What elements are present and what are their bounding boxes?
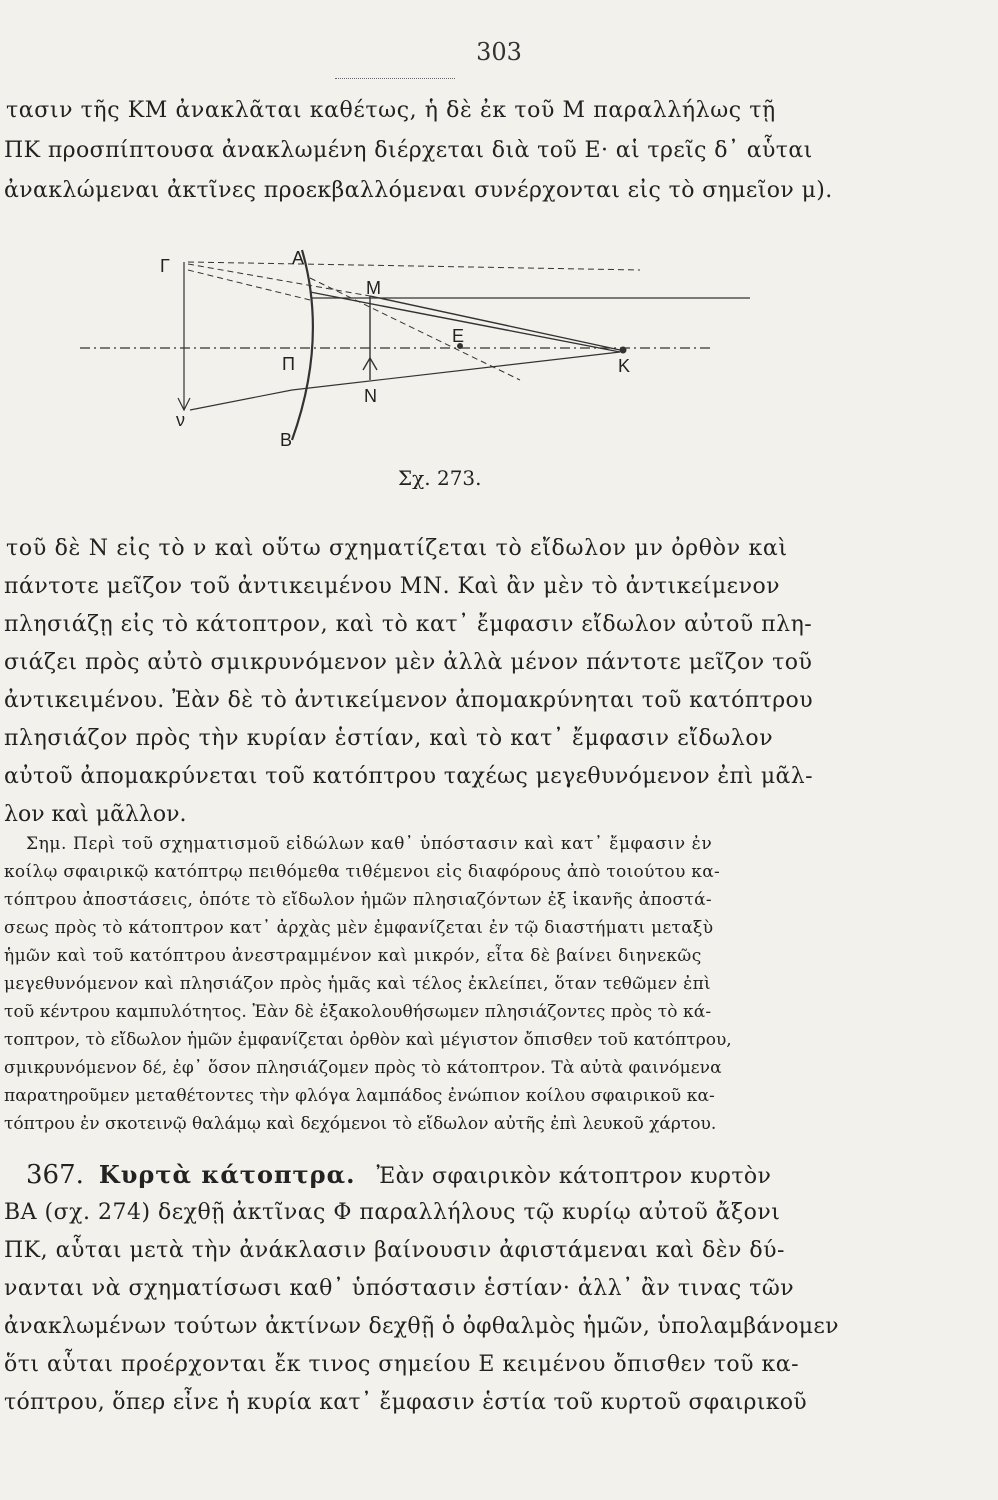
text-line: σιάζει πρὸς αὐτὸ σμικρυνόμενον μὲν ἀλλὰ μένον πάντοτε μεῖζον τοῦ — [4, 650, 813, 675]
label-alpha: Α — [292, 248, 305, 268]
text-line: ὅτι αὗται προέρχονται ἔκ τινος σημείου Ε κειμένου ὄπισθεν τοῦ κα- — [4, 1352, 800, 1377]
text-line: τασιν τῆς ΚΜ ἀνακλᾶται καθέτως, ἡ δὲ ἐκ τοῦ Μ παραλλήλως τῇ — [6, 98, 776, 123]
label-beta: Β — [280, 430, 293, 450]
virtual-ray-top — [188, 262, 640, 270]
section-first-line: Ἐὰν σφαιρικὸν κάτοπτρον κυρτὸν — [376, 1164, 772, 1189]
figure-caption: Σχ. 273. — [398, 466, 482, 490]
section-number: 367. — [26, 1160, 84, 1190]
label-nu-small: ν — [176, 410, 185, 430]
label-nu-bottom: Ν — [364, 386, 377, 406]
label-kappa: Κ — [618, 356, 631, 376]
note-line: τόπτρου ἐν σκοτεινῷ θαλάμῳ καὶ δεχόμενοι τὸ εἴδωλον αὐτῆς ἐπὶ λευκοῦ χάρτου. — [4, 1114, 717, 1134]
note-line: μεγεθυνόμενον καὶ πλησιάζον πρὸς ἡμᾶς καὶ τέλος ἐκλείπει, ὅταν τεθῶμεν ἐπὶ — [4, 974, 712, 994]
page-number: 303 — [476, 38, 522, 66]
note-line: ἡμῶν καὶ τοῦ κατόπτρου ἀνεστραμμένον καὶ μικρόν, εἶτα δὲ βαίνει διηνεκῶς — [4, 946, 702, 966]
text-line: λον καὶ μᾶλλον. — [4, 802, 187, 827]
section-title: Κυρτὰ κάτοπτρα. — [98, 1160, 356, 1189]
dashed-ray-gamma — [188, 264, 370, 296]
text-line: πάντοτε μεῖζον τοῦ ἀντικειμένου ΜΝ. Καὶ ἂν μὲν τὸ ἀντικείμενον — [4, 574, 781, 599]
focus-point-kappa — [620, 347, 626, 353]
text-line: νανται νὰ σχηματίσωσι καθ᾿ ὑπόστασιν ἑστίαν· ἀλλ᾿ ἂν τινας τῶν — [4, 1276, 795, 1301]
concave-mirror-arc — [292, 250, 313, 440]
note-line: τοῦ κέντρου καμπυλότητος. Ἐὰν δὲ ἐξακολουθήσωμεν πλησιάζοντες πρὸς τὸ κά- — [4, 1002, 712, 1022]
text-line: αὐτοῦ ἀπομακρύνεται τοῦ κατόπτρου ταχέως μεγεθυνόμενον ἐπὶ μᾶλ- — [4, 764, 813, 789]
text-line: ΠΚ, αὗται μετὰ τὴν ἀνάκλασιν βαίνουσιν ἀφιστάμεναι καὶ δὲν δύ- — [4, 1238, 785, 1263]
label-pi: Π — [282, 354, 295, 374]
header-rule — [335, 78, 455, 79]
ray-bottom — [190, 390, 292, 410]
label-mu-top: Μ — [366, 278, 381, 298]
text-line: πλησιάζον πρὸς τὴν κυρίαν ἑστίαν, καὶ τὸ κατ᾿ ἔμφασιν εἴδωλον — [4, 726, 774, 751]
note-line: τοπτρον, τὸ εἴδωλον ἡμῶν ἐμφανίζεται ὀρθὸν καὶ μέγιστον ὄπισθεν τοῦ κατόπτρου, — [4, 1030, 732, 1050]
note-line: παρατηροῦμεν μεταθέτοντες τὴν φλόγα λαμπάδος ἐνώπιον κοίλου σφαιρικοῦ κα- — [4, 1086, 715, 1106]
dashed-ray-epsilon — [310, 278, 520, 380]
text-line: ἀνακλωμένων τούτων ἀκτίνων δεχθῇ ὁ ὀφθαλμὸς ἡμῶν, ὑπολαμβάνομεν — [4, 1314, 839, 1339]
ray-object-kappa — [370, 296, 620, 350]
note-line: Σημ. Περὶ τοῦ σχηματισμοῦ εἰδώλων καθ᾿ ὑπόστασιν καὶ κατ᾿ ἔμφασιν ἐν — [26, 834, 713, 854]
label-gamma: Γ — [160, 256, 170, 276]
text-line: πλησιάζῃ εἰς τὸ κάτοπτρον, καὶ τὸ κατ᾿ ἔμφασιν εἴδωλον αὐτοῦ πλη- — [4, 612, 813, 637]
section-heading-line — [26, 1160, 771, 1192]
text-line: ΒΑ (σχ. 274) δεχθῇ ἀκτῖνας Φ παραλλήλους τῷ κυρίῳ αὐτοῦ ἄξονι — [4, 1200, 781, 1225]
note-line: σεως πρὸς τὸ κάτοπτρον κατ᾿ ἀρχὰς μὲν ἐμφανίζεται ἐν τῷ διαστήματι μεταξὺ — [4, 918, 714, 938]
text-line: ἀνακλώμεναι ἀκτῖνες προεκβαλλόμεναι συνέρχονται εἰς τὸ σημεῖον μ). — [4, 178, 833, 203]
label-epsilon: Ε — [452, 326, 465, 346]
note-line: σμικρυνόμενον δέ, ἐφ᾿ ὅσον πλησιάζομεν πρὸς τὸ κάτοπτρον. Τὰ αὐτὰ φαινόμενα — [4, 1058, 722, 1078]
text-line: τόπτρου, ὅπερ εἶνε ἡ κυρία κατ᾿ ἔμφασιν ἑστία τοῦ κυρτοῦ σφαιρικοῦ — [4, 1390, 807, 1415]
text-line: ἀντικειμένου. Ἐὰν δὲ τὸ ἀντικείμενον ἀπομακρύνηται τοῦ κατόπτρου — [4, 688, 813, 713]
figure-273-diagram — [60, 230, 760, 460]
text-line: τοῦ δὲ Ν εἰς τὸ ν καὶ οὕτω σχηματίζεται τὸ εἴδωλον μν ὀρθὸν καὶ — [6, 536, 788, 561]
text-line: ΠΚ προσπίπτουσα ἀνακλωμένη διέρχεται διὰ τοῦ Ε· αἱ τρεῖς δ᾿ αὗται — [4, 138, 813, 163]
note-line: κοίλῳ σφαιρικῷ κατόπτρῳ πειθόμεθα τιθέμενοι εἰς διαφόρους ἀπὸ τοιούτου κα- — [4, 862, 721, 882]
ray-bottom-kappa — [292, 352, 620, 390]
note-line: τόπτρου ἀποστάσεις, ὁπότε τὸ εἴδωλον ἡμῶν πλησιαζόντων ἐξ ἱκανῆς ἀποστά- — [4, 890, 712, 910]
